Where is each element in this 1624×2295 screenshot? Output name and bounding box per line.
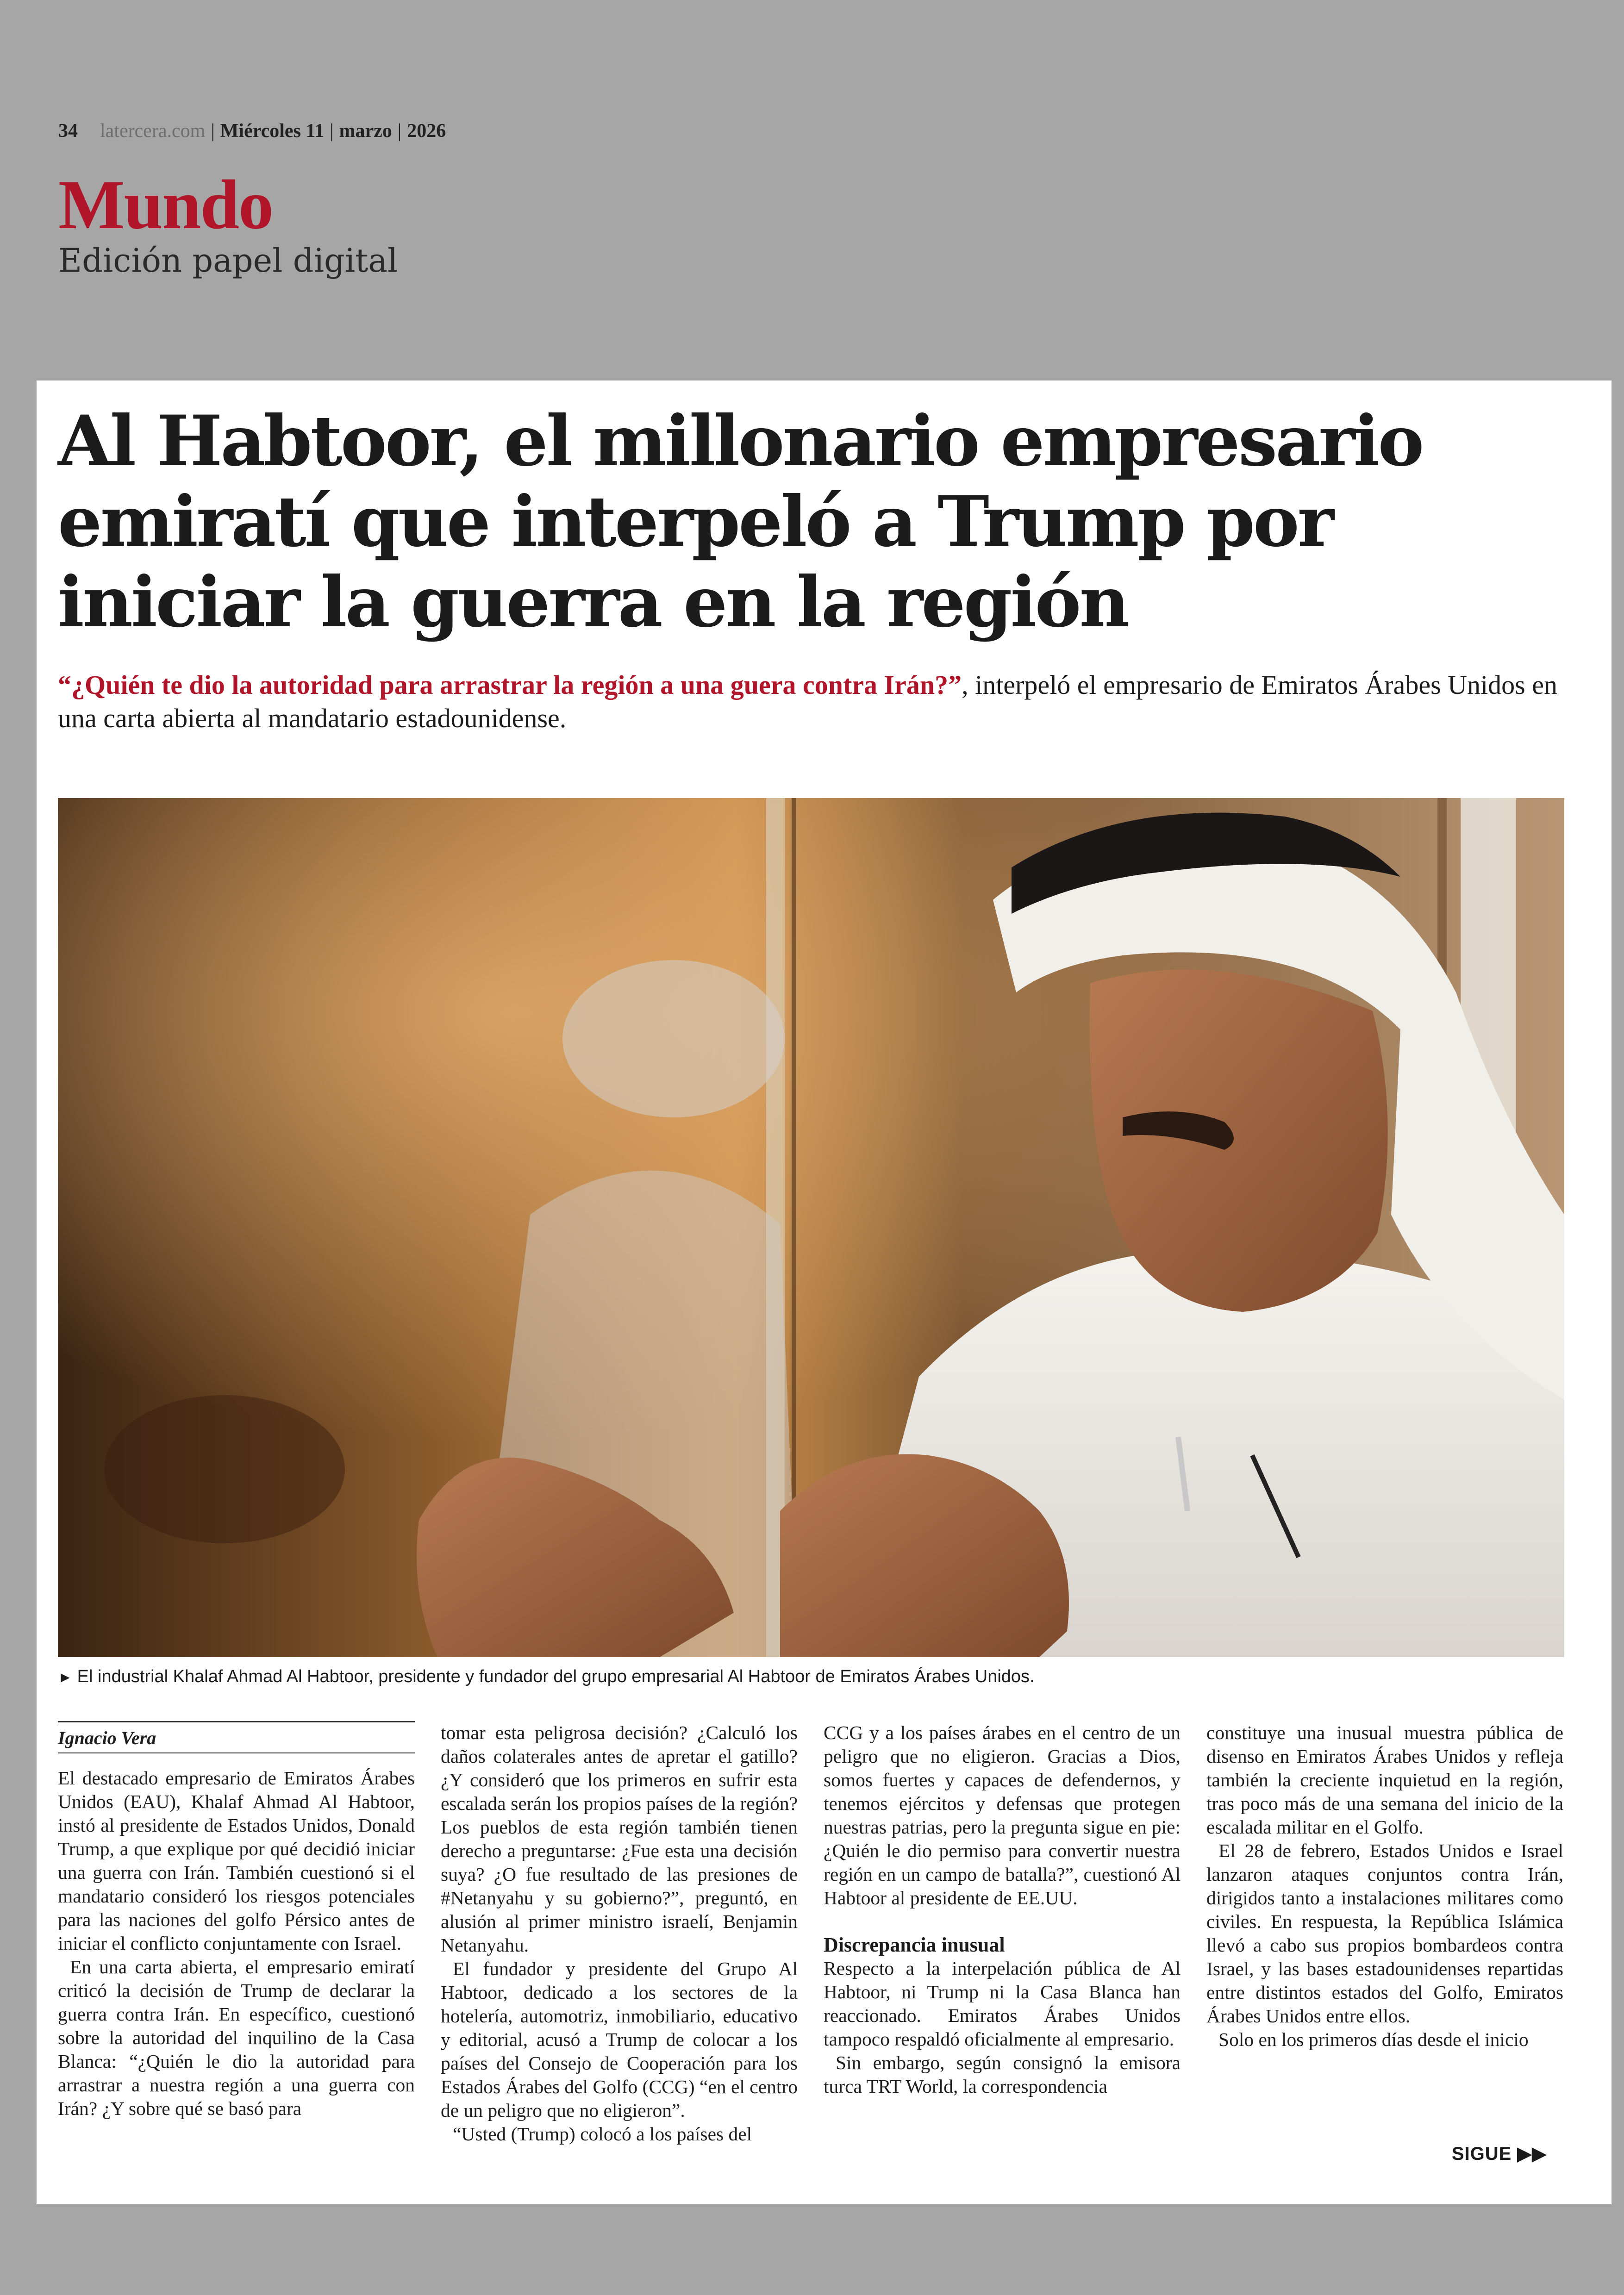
photo-caption	[58, 1666, 1586, 1688]
paragraph: Solo en los primeros días desde el inicio	[1218, 2029, 1529, 2050]
caption-text: El industrial Khalaf Ahmad Al Habtoor, presidente y fundador del grupo empresarial Al Habtoor de Emiratos Árabes Unidos.	[77, 1667, 1035, 1686]
paragraph: El destacado empresario de Emiratos Árabes Unidos (EAU), Khalaf Ahmad Al Habtoor, instó al presidente de Estados Unidos, Donald Trump, a que explique por qué decidió iniciar una guerra con Irán. También cuestionó si el mandatario consideró los riesgos potenciales para las naciones del golfo Pérsico antes de iniciar el conflicto conjuntamente con Israel.	[58, 1767, 415, 1954]
portrait-photo-illustration	[58, 798, 1564, 1657]
body-column-2	[441, 1721, 798, 2161]
date-month: marzo	[339, 120, 392, 142]
paragraph: CCG y a los países árabes en el centro de un peligro que no eligieron. Gracias a Dios, somos fuertes y capaces de defendernos, y tenemos ejércitos y defensas que protegen nuestras patrias, pero la pregunta sigue en pie: ¿Quién le dio permiso para convertir nuestra región en un campo de batalla?”, cuestionó Al Habtoor al presidente de EE.UU.	[824, 1722, 1181, 1908]
subheading: Discrepancia inusual	[824, 1933, 1005, 1956]
paragraph: tomar esta peligrosa decisión? ¿Calculó los daños colaterales antes de apretar el gatillo? ¿Y consideró que los primeros en sufrir esta escalada serán los propios países de la región? Los pueblos de esta región también tienen derecho a preguntarse: ¿Fue esta una decisión suya? ¿O fue resultado de las presiones de #Netanyahu y su gobierno?”, preguntó, en alusión al primer ministro israelí, Benjamin Netanyahu.	[441, 1722, 798, 1956]
standfirst-quote: “¿Quién te dio la autoridad para arrastrar la región a una guera contra Irán?”	[58, 670, 962, 700]
continue-link[interactable]: SIGUE ▶▶	[1451, 2144, 1547, 2164]
portrait-photo	[58, 798, 1564, 1657]
date-year: 2026	[407, 120, 446, 142]
page-number: 34	[58, 120, 78, 142]
article-card	[37, 380, 1612, 2204]
paragraph: “Usted (Trump) colocó a los países del	[453, 2123, 752, 2145]
site-name[interactable]: latercera.com	[100, 120, 206, 142]
edition-label: Edición papel digital	[58, 242, 398, 280]
standfirst-text: , interpeló el empresario de Emiratos Árabes Unidos en una carta abierta al mandatario estadounidense.	[58, 670, 1557, 733]
folio-line: 34 latercera.com | Miércoles 11 | marzo | 2026	[58, 120, 446, 142]
article-headline: Al Habtoor, el millonario empresario emiratí que interpeló a Trump por iniciar la guerra en la región	[58, 400, 1423, 643]
body-column-1	[58, 1721, 415, 2161]
byline: Ignacio Vera	[58, 1721, 415, 1753]
paragraph: El 28 de febrero, Estados Unidos e Israel lanzaron ataques conjuntos contra Irán, dirigidos tanto a instalaciones militares como civiles. En respuesta, la República Islámica llevó a cabo sus propios bombardeos contra Israel, y las bases estadounidenses repartidas entre distintos estados del Golfo, Emiratos Árabes Unidos entre ellos.	[1206, 1840, 1563, 2027]
paragraph: Respecto a la interpelación pública de Al Habtoor, ni Trump ni la Casa Blanca han reaccionado. Emiratos Árabes Unidos tampoco respaldó oficialmente al empresario.	[824, 1958, 1181, 2050]
article-body	[58, 1721, 1564, 2161]
paragraph: constituye una inusual muestra pública de disenso en Emiratos Árabes Unidos y refleja también la creciente inquietud en la región, tras poco más de una semana del inicio de la escalada militar en el Golfo.	[1206, 1722, 1563, 1838]
body-column-3	[824, 1721, 1181, 2161]
section-title: Mundo	[58, 166, 273, 243]
page-header	[58, 120, 1563, 280]
paragraph: Sin embargo, según consignó la emisora turca TRT World, la correspondencia	[824, 2052, 1181, 2097]
body-column-4	[1206, 1721, 1563, 2161]
article-standfirst	[58, 668, 1586, 735]
caption-arrow-icon: ►	[58, 1669, 73, 1685]
date-day: Miércoles 11	[220, 120, 325, 142]
paragraph: El fundador y presidente del Grupo Al Habtoor, dedicado a los sectores de la hotelería, automotriz, inmobiliario, educativo y editorial, acusó a Trump de colocar a los países del Consejo de Cooperación para los Estados Árabes del Golfo (CCG) “en el centro de un peligro que no eligieron”.	[441, 1958, 798, 2121]
paragraph: En una carta abierta, el empresario emiratí criticó la decisión de Trump de declarar la guerra contra Irán. En específico, cuestionó sobre la autoridad del inquilino de la Casa Blanca: “¿Quién le dio la autoridad para arrastrar a nuestra región a una guerra con Irán? ¿Y sobre qué se basó para	[58, 1956, 415, 2119]
